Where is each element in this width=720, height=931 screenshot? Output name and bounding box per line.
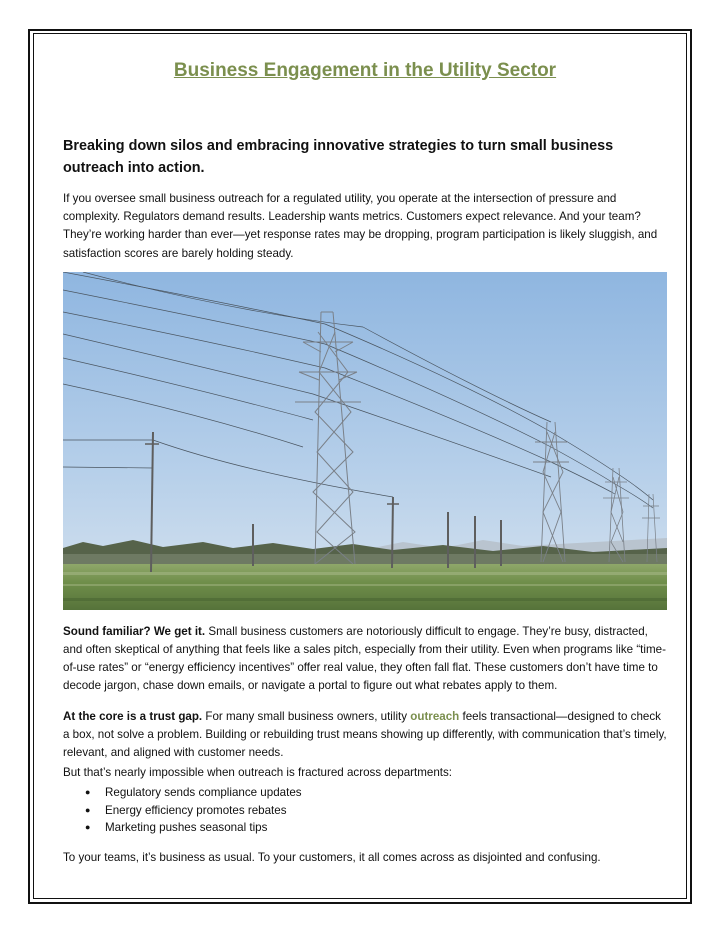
list-item bbox=[85, 784, 667, 801]
list-item-text: Regulatory sends compliance updates bbox=[105, 786, 302, 800]
outreach-link[interactable]: outreach bbox=[410, 709, 460, 723]
list-item bbox=[85, 819, 667, 836]
list-item-text: Marketing pushes seasonal tips bbox=[105, 821, 268, 835]
sound-familiar-body: Small business customers are notoriously difficult to engage. They’re busy, distracted, and often skeptical of anything that feels like a sales pitch, especially from their utility. Even when programs like “time-of-use rates” or “energy efficiency incentives” offer real value, they often fall flat. These customers don’t have time to decode jargon, chase down emails, or navigate a portal to figure out what rebates apply to them. bbox=[63, 624, 666, 693]
closing-paragraph: To your teams, it’s business as usual. To your customers, it all comes across as disjointed and confusing. bbox=[63, 850, 601, 864]
transmission-towers-photo bbox=[63, 272, 667, 610]
bullet-icon: ● bbox=[85, 822, 91, 833]
trust-gap-paragraph bbox=[63, 708, 667, 763]
bridge-paragraph: But that’s nearly impossible when outreach is fractured across departments: bbox=[63, 766, 453, 780]
intro-paragraph: If you oversee small business outreach for a regulated utility, you operate at the intersection of pressure and complexity. Regulators demand results. Leadership wants metrics. Customers expect relevance. And your team? They’re working harder than ever—yet response rates may be dropping, program participation is likely sluggish, and satisfaction scores are barely holding steady. bbox=[63, 192, 658, 260]
bullet-icon: ● bbox=[85, 787, 91, 798]
document-body bbox=[63, 56, 667, 867]
list-item-text: Energy efficiency promotes rebates bbox=[105, 803, 287, 817]
list-item bbox=[85, 802, 667, 819]
document-title: Business Engagement in the Utility Sector bbox=[173, 60, 557, 81]
document-subtitle: Breaking down silos and embracing innovative strategies to turn small business outreach into action. bbox=[63, 138, 614, 176]
trust-gap-lead: At the core is a trust gap. bbox=[63, 709, 203, 723]
trust-gap-body-b: feels transactional—designed to check a box, not solve a problem. Building or rebuilding trust means showing up differently, with communication that’s timely, relevant, and aligned with customer needs. bbox=[63, 709, 667, 760]
bullet-icon: ● bbox=[85, 804, 91, 815]
department-list bbox=[63, 784, 667, 836]
sound-familiar-lead: Sound familiar? We get it. bbox=[63, 624, 206, 638]
sound-familiar-paragraph bbox=[63, 623, 667, 696]
trust-gap-body-a: For many small business owners, utility bbox=[202, 709, 411, 723]
